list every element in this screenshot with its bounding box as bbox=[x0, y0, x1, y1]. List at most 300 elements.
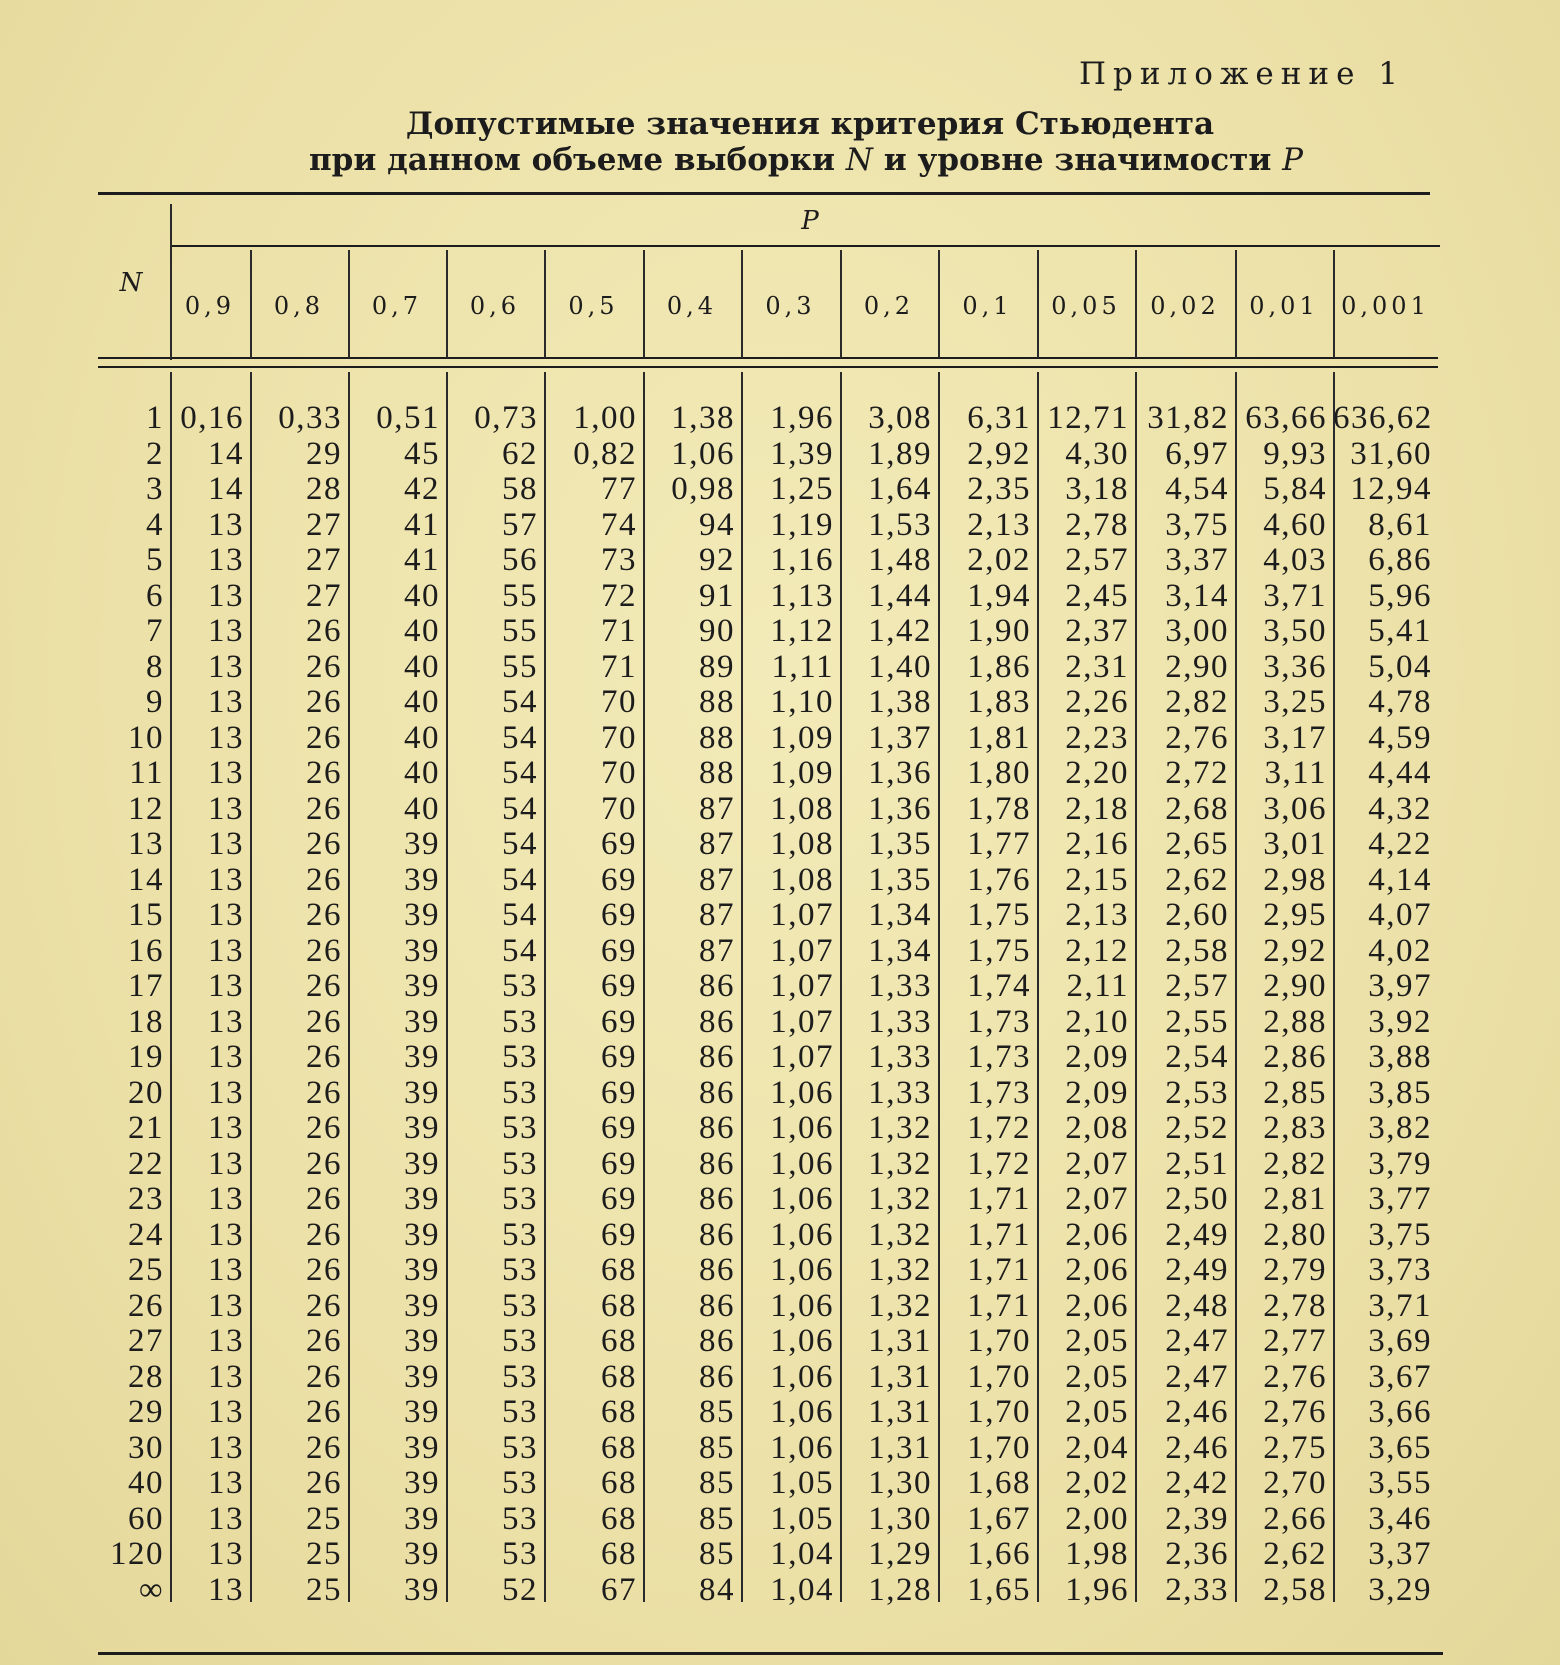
table-cell: 1,11 bbox=[771, 648, 834, 685]
table-cell: 1,19 bbox=[770, 506, 834, 543]
table-cell: 1,73 bbox=[967, 1003, 1031, 1040]
table-cell: 4,14 bbox=[1368, 861, 1432, 898]
table-cell: 1,73 bbox=[967, 1074, 1031, 1111]
table-cell: 1,30 bbox=[868, 1500, 932, 1537]
table-cell: 26 bbox=[306, 1181, 342, 1217]
table-cell: 53 bbox=[502, 1074, 538, 1111]
table-cell: 3,88 bbox=[1368, 1039, 1432, 1075]
table-cell: 1,06 bbox=[770, 1216, 834, 1253]
table-cell: 94 bbox=[699, 506, 735, 543]
table-cell: 2,54 bbox=[1165, 1039, 1229, 1075]
table-cell: 1,48 bbox=[868, 542, 932, 578]
row-n-value: 20 bbox=[128, 1074, 164, 1111]
table-cell: 1,33 bbox=[868, 968, 932, 1004]
table-cell: 1,70 bbox=[967, 1394, 1031, 1430]
table-cell: 1,07 bbox=[770, 1039, 834, 1075]
table-cell: 6,97 bbox=[1165, 435, 1229, 472]
table-cell: 1,38 bbox=[671, 400, 735, 436]
table-cell: 13 bbox=[208, 1145, 244, 1182]
row-n-value: 2 bbox=[146, 435, 164, 472]
table-cell: 2,05 bbox=[1065, 1323, 1129, 1359]
column-header: 0,1 bbox=[962, 292, 1013, 320]
table-cell: 1,32 bbox=[868, 1216, 932, 1253]
table-cell: 92 bbox=[699, 542, 735, 578]
table-cell: 2,04 bbox=[1065, 1429, 1129, 1466]
header-bottom-rule bbox=[98, 357, 1438, 359]
row-n-value: 120 bbox=[110, 1536, 164, 1572]
table-cell: 41 bbox=[404, 542, 440, 578]
table-cell: 26 bbox=[306, 613, 342, 649]
table-cell: 2,13 bbox=[967, 506, 1031, 543]
table-cell: 54 bbox=[502, 897, 538, 933]
table-cell: 86 bbox=[699, 1003, 735, 1040]
table-cell: 3,75 bbox=[1368, 1216, 1432, 1253]
table-cell: 39 bbox=[404, 1429, 440, 1466]
table-cell: 1,33 bbox=[868, 1074, 932, 1111]
table-cell: 13 bbox=[208, 1003, 244, 1040]
table-cell: 2,46 bbox=[1165, 1429, 1229, 1466]
table-cell: 86 bbox=[699, 1039, 735, 1075]
table-cell: 2,48 bbox=[1165, 1287, 1229, 1324]
table-cell: 29 bbox=[306, 435, 342, 472]
table-cell: 69 bbox=[601, 1110, 637, 1146]
table-cell: 40 bbox=[404, 684, 440, 720]
table-cell: 13 bbox=[208, 1500, 244, 1537]
table-cell: 70 bbox=[601, 790, 637, 827]
table-cell: 13 bbox=[208, 684, 244, 720]
table-cell: 27 bbox=[306, 506, 342, 543]
table-cell: 86 bbox=[699, 1145, 735, 1182]
table-cell: 1,36 bbox=[868, 755, 932, 791]
table-cell: 4,03 bbox=[1263, 542, 1327, 578]
table-cell: 13 bbox=[208, 897, 244, 933]
table-cell: 3,37 bbox=[1165, 542, 1229, 578]
table-cell: 26 bbox=[306, 897, 342, 933]
table-cell: 53 bbox=[502, 1536, 538, 1572]
table-cell: 2,06 bbox=[1065, 1287, 1129, 1324]
table-cell: 3,73 bbox=[1368, 1252, 1432, 1288]
row-n-value: 7 bbox=[146, 613, 164, 649]
table-cell: 2,26 bbox=[1065, 684, 1129, 720]
table-cell: 12,71 bbox=[1047, 400, 1129, 436]
table-cell: 1,89 bbox=[868, 435, 932, 472]
table-cell: 13 bbox=[208, 1465, 244, 1501]
row-n-value: ∞ bbox=[138, 1571, 164, 1608]
table-cell: 68 bbox=[601, 1429, 637, 1466]
table-cell: 25 bbox=[306, 1571, 342, 1608]
table-cell: 2,05 bbox=[1065, 1394, 1129, 1430]
table-cell: 5,04 bbox=[1368, 648, 1432, 685]
table-cell: 40 bbox=[404, 577, 440, 614]
table-cell: 73 bbox=[601, 542, 637, 578]
p-group-rule bbox=[170, 245, 1440, 247]
table-cell: 4,59 bbox=[1368, 719, 1432, 756]
table-cell: 13 bbox=[208, 861, 244, 898]
table-cell: 4,02 bbox=[1368, 932, 1432, 969]
column-header: 0,5 bbox=[568, 292, 619, 320]
row-n-value: 18 bbox=[128, 1003, 164, 1040]
table-cell: 39 bbox=[404, 1003, 440, 1040]
table-cell: 27 bbox=[306, 542, 342, 578]
table-cell: 1,78 bbox=[967, 790, 1031, 827]
table-cell: 5,96 bbox=[1368, 577, 1432, 614]
row-n-value: 11 bbox=[129, 755, 164, 791]
table-cell: 68 bbox=[601, 1536, 637, 1572]
table-cell: 13 bbox=[208, 542, 244, 578]
table-cell: 3,65 bbox=[1368, 1429, 1432, 1466]
table-cell: 3,06 bbox=[1263, 790, 1327, 827]
table-cell: 2,57 bbox=[1065, 542, 1129, 578]
table-cell: 26 bbox=[306, 826, 342, 862]
table-cell: 2,92 bbox=[1263, 932, 1327, 969]
table-cell: 39 bbox=[404, 1216, 440, 1253]
table-cell: 1,72 bbox=[967, 1110, 1031, 1146]
table-cell: 26 bbox=[306, 1074, 342, 1111]
table-cell: 68 bbox=[601, 1465, 637, 1501]
table-cell: 2,70 bbox=[1263, 1465, 1327, 1501]
table-cell: 26 bbox=[306, 1110, 342, 1146]
table-cell: 69 bbox=[601, 968, 637, 1004]
table-cell: 70 bbox=[601, 755, 637, 791]
table-cell: 2,82 bbox=[1263, 1145, 1327, 1182]
table-cell: 1,32 bbox=[868, 1145, 932, 1182]
table-cell: 2,68 bbox=[1165, 790, 1229, 827]
table-cell: 1,13 bbox=[770, 577, 834, 614]
table-cell: 3,14 bbox=[1165, 577, 1229, 614]
table-cell: 3,92 bbox=[1368, 1003, 1432, 1040]
table-cell: 1,28 bbox=[868, 1571, 932, 1608]
table-cell: 2,76 bbox=[1263, 1394, 1327, 1430]
table-cell: 2,16 bbox=[1065, 826, 1129, 862]
table-cell: 71 bbox=[601, 648, 637, 685]
table-cell: 1,71 bbox=[967, 1216, 1031, 1253]
table-cell: 53 bbox=[502, 1500, 538, 1537]
table-cell: 2,98 bbox=[1263, 861, 1327, 898]
table-cell: 4,32 bbox=[1368, 790, 1432, 827]
table-cell: 1,06 bbox=[770, 1323, 834, 1359]
table-cell: 39 bbox=[404, 1500, 440, 1537]
table-cell: 9,93 bbox=[1263, 435, 1327, 472]
table-cell: 1,72 bbox=[967, 1145, 1031, 1182]
table-cell: 69 bbox=[601, 826, 637, 862]
table-cell: 45 bbox=[404, 435, 440, 472]
table-cell: 69 bbox=[601, 1145, 637, 1182]
table-cell: 1,06 bbox=[770, 1110, 834, 1146]
table-cell: 88 bbox=[699, 684, 735, 720]
table-cell: 68 bbox=[601, 1358, 637, 1395]
table-cell: 1,12 bbox=[770, 613, 834, 649]
row-n-value: 8 bbox=[146, 648, 164, 685]
row-n-value: 9 bbox=[146, 684, 164, 720]
table-cell: 63,66 bbox=[1245, 400, 1327, 436]
table-cell: 2,35 bbox=[967, 471, 1031, 507]
row-n-value: 14 bbox=[128, 861, 164, 898]
table-cell: 71 bbox=[601, 613, 637, 649]
table-cell: 0,73 bbox=[474, 400, 538, 436]
title-mid: и уровне значимости bbox=[883, 142, 1272, 178]
table-cell: 1,83 bbox=[967, 684, 1031, 720]
table-cell: 3,17 bbox=[1263, 719, 1327, 756]
table-cell: 85 bbox=[699, 1500, 735, 1537]
table-cell: 13 bbox=[208, 1110, 244, 1146]
table-cell: 4,22 bbox=[1368, 826, 1432, 862]
table-cell: 3,69 bbox=[1368, 1323, 1432, 1359]
table-cell: 1,74 bbox=[967, 968, 1031, 1004]
table-cell: 1,77 bbox=[967, 826, 1031, 862]
table-cell: 13 bbox=[208, 1394, 244, 1430]
table-cell: 26 bbox=[306, 755, 342, 791]
table-cell: 13 bbox=[208, 1216, 244, 1253]
table-cell: 2,80 bbox=[1263, 1216, 1327, 1253]
table-cell: 2,90 bbox=[1165, 648, 1229, 685]
table-cell: 87 bbox=[699, 861, 735, 898]
table-cell: 87 bbox=[699, 932, 735, 969]
table-cell: 2,08 bbox=[1065, 1110, 1129, 1146]
table-cell: 13 bbox=[208, 577, 244, 614]
table-cell: 26 bbox=[306, 1429, 342, 1466]
table-cell: 91 bbox=[699, 577, 735, 614]
table-cell: 27 bbox=[306, 577, 342, 614]
table-cell: 1,39 bbox=[770, 435, 834, 472]
table-cell: 2,58 bbox=[1165, 932, 1229, 969]
table-cell: 3,11 bbox=[1264, 755, 1327, 791]
row-n-value: 15 bbox=[128, 897, 164, 933]
table-cell: 1,34 bbox=[868, 897, 932, 933]
table-cell: 13 bbox=[208, 1252, 244, 1288]
table-cell: 1,07 bbox=[770, 932, 834, 969]
table-cell: 2,86 bbox=[1263, 1039, 1327, 1075]
table-cell: 13 bbox=[208, 1323, 244, 1359]
table-cell: 3,82 bbox=[1368, 1110, 1432, 1146]
table-cell: 69 bbox=[601, 1039, 637, 1075]
column-header: 0,9 bbox=[184, 292, 236, 320]
table-cell: 2,58 bbox=[1263, 1571, 1327, 1608]
table-cell: 13 bbox=[208, 968, 244, 1004]
table-cell: 31,60 bbox=[1350, 435, 1432, 472]
table-cell: 13 bbox=[208, 648, 244, 685]
row-n-value: 5 bbox=[146, 542, 164, 578]
table-cell: 13 bbox=[208, 1074, 244, 1111]
table-cell: 1,07 bbox=[770, 897, 834, 933]
table-cell: 26 bbox=[306, 648, 342, 685]
table-cell: 3,37 bbox=[1368, 1536, 1432, 1572]
column-header: 0,05 bbox=[1051, 292, 1121, 320]
table-cell: 2,77 bbox=[1263, 1323, 1327, 1359]
table-cell: 53 bbox=[502, 1465, 538, 1501]
table-cell: 1,66 bbox=[967, 1536, 1031, 1572]
table-cell: 636,62 bbox=[1333, 400, 1433, 436]
appendix-label: Приложение 1 bbox=[1078, 56, 1405, 92]
table-cell: 39 bbox=[404, 1110, 440, 1146]
table-cell: 53 bbox=[502, 1358, 538, 1395]
table-cell: 88 bbox=[699, 719, 735, 756]
table-cell: 2,47 bbox=[1165, 1358, 1229, 1395]
table-cell: 2,49 bbox=[1165, 1252, 1229, 1288]
table-cell: 86 bbox=[699, 1323, 735, 1359]
table-cell: 54 bbox=[502, 790, 538, 827]
table-cell: 85 bbox=[699, 1429, 735, 1466]
table-cell: 86 bbox=[699, 968, 735, 1004]
row-n-value: 24 bbox=[128, 1216, 164, 1253]
table-cell: 1,06 bbox=[770, 1181, 834, 1217]
table-cell: 53 bbox=[502, 1039, 538, 1075]
table-cell: 1,31 bbox=[868, 1429, 932, 1466]
table-cell: 2,33 bbox=[1165, 1571, 1229, 1608]
table-cell: 1,06 bbox=[671, 435, 735, 472]
row-n-value: 27 bbox=[128, 1323, 164, 1359]
table-cell: 39 bbox=[404, 1252, 440, 1288]
title-prefix: при данном объеме выборки bbox=[308, 142, 835, 178]
table-cell: 2,20 bbox=[1065, 755, 1129, 791]
table-cell: 2,37 bbox=[1065, 613, 1129, 649]
table-cell: 26 bbox=[306, 1003, 342, 1040]
table-cell: 2,36 bbox=[1165, 1536, 1229, 1572]
table-cell: 1,34 bbox=[868, 932, 932, 969]
table-cell: 53 bbox=[502, 1216, 538, 1253]
row-n-value: 28 bbox=[128, 1358, 164, 1395]
column-header: 0,3 bbox=[765, 292, 816, 320]
table-cell: 2,13 bbox=[1065, 897, 1129, 933]
table-cell: 2,06 bbox=[1065, 1252, 1129, 1288]
table-cell: 1,32 bbox=[868, 1287, 932, 1324]
row-n-value: 16 bbox=[128, 932, 164, 969]
table-cell: 1,33 bbox=[868, 1003, 932, 1040]
table-cell: 26 bbox=[306, 1287, 342, 1324]
table-cell: 2,15 bbox=[1065, 861, 1129, 898]
table-cell: 87 bbox=[699, 897, 735, 933]
table-cell: 1,42 bbox=[868, 613, 932, 649]
table-cell: 13 bbox=[208, 1039, 244, 1075]
column-header: 0,6 bbox=[469, 292, 521, 320]
table-cell: 39 bbox=[404, 861, 440, 898]
table-cell: 25 bbox=[306, 1500, 342, 1537]
table-cell: 13 bbox=[208, 755, 244, 791]
table-cell: 2,53 bbox=[1165, 1074, 1229, 1111]
row-n-value: 60 bbox=[128, 1500, 164, 1537]
table-cell: 1,80 bbox=[967, 755, 1031, 791]
table-cell: 1,31 bbox=[868, 1394, 932, 1430]
row-n-value: 17 bbox=[128, 968, 164, 1004]
table-cell: 0,33 bbox=[278, 400, 342, 436]
table-cell: 26 bbox=[306, 932, 342, 969]
table-cell: 69 bbox=[601, 897, 637, 933]
table-cell: 2,45 bbox=[1065, 577, 1129, 614]
table-cell: 3,85 bbox=[1368, 1074, 1432, 1111]
table-cell: 1,06 bbox=[770, 1429, 834, 1466]
table-cell: 2,65 bbox=[1165, 826, 1229, 862]
table-cell: 1,71 bbox=[967, 1181, 1031, 1217]
table-cell: 87 bbox=[699, 826, 735, 862]
table-cell: 0,82 bbox=[573, 435, 637, 472]
table-cell: 69 bbox=[601, 1074, 637, 1111]
table-cell: 12,94 bbox=[1350, 471, 1432, 507]
table-cell: 87 bbox=[699, 790, 735, 827]
table-cell: 3,46 bbox=[1368, 1500, 1432, 1537]
table-cell: 40 bbox=[404, 719, 440, 756]
table-cell: 1,29 bbox=[868, 1536, 932, 1572]
table-cell: 39 bbox=[404, 932, 440, 969]
table-cell: 1,08 bbox=[770, 790, 834, 827]
table-cell: 3,97 bbox=[1368, 968, 1432, 1004]
table-cell: 14 bbox=[208, 471, 244, 507]
table-cell: 2,18 bbox=[1065, 790, 1129, 827]
table-cell: 1,06 bbox=[770, 1358, 834, 1395]
header-bottom-rule-2 bbox=[98, 366, 1438, 368]
table-cell: 39 bbox=[404, 1465, 440, 1501]
table-cell: 39 bbox=[404, 826, 440, 862]
table-cell: 13 bbox=[208, 1429, 244, 1466]
table-cell: 13 bbox=[208, 1287, 244, 1324]
table-cell: 2,60 bbox=[1165, 897, 1229, 933]
table-cell: 70 bbox=[601, 684, 637, 720]
table-cell: 1,96 bbox=[1065, 1571, 1129, 1608]
table-cell: 1,32 bbox=[868, 1181, 932, 1217]
table-cell: 53 bbox=[502, 1429, 538, 1466]
table-cell: 39 bbox=[404, 1571, 440, 1608]
table-cell: 53 bbox=[502, 1394, 538, 1430]
table-cell: 26 bbox=[306, 1039, 342, 1075]
table-cell: 39 bbox=[404, 968, 440, 1004]
table-cell: 1,53 bbox=[868, 506, 932, 543]
table-title-line-1: Допустимые значения критерия Стьюдента bbox=[405, 106, 1215, 142]
table-cell: 3,50 bbox=[1263, 613, 1327, 649]
table-cell: 26 bbox=[306, 1394, 342, 1430]
table-cell: 74 bbox=[601, 506, 637, 543]
table-cell: 1,76 bbox=[967, 861, 1031, 898]
table-cell: 39 bbox=[404, 1145, 440, 1182]
table-cell: 13 bbox=[208, 1358, 244, 1395]
table-cell: 1,35 bbox=[868, 826, 932, 862]
table-cell: 5,84 bbox=[1263, 471, 1327, 507]
table-cell: 1,08 bbox=[770, 826, 834, 862]
table-cell: 2,31 bbox=[1065, 648, 1129, 685]
table-cell: 1,25 bbox=[770, 471, 834, 507]
table-cell: 86 bbox=[699, 1110, 735, 1146]
table-cell: 2,02 bbox=[967, 542, 1031, 578]
table-cell: 2,05 bbox=[1065, 1358, 1129, 1395]
table-cell: 1,70 bbox=[967, 1358, 1031, 1395]
table-cell: 2,92 bbox=[967, 435, 1031, 472]
table-cell: 2,81 bbox=[1263, 1181, 1327, 1217]
table-cell: 3,55 bbox=[1368, 1465, 1432, 1501]
table-cell: 0,51 bbox=[376, 400, 440, 436]
table-cell: 4,30 bbox=[1065, 435, 1129, 472]
column-header: 0,01 bbox=[1249, 292, 1319, 320]
table-cell: 26 bbox=[306, 684, 342, 720]
table-cell: 1,65 bbox=[967, 1571, 1031, 1608]
table-cell: 70 bbox=[601, 719, 637, 756]
table-cell: 85 bbox=[699, 1465, 735, 1501]
table-cell: 2,02 bbox=[1065, 1465, 1129, 1501]
table-cell: 55 bbox=[502, 613, 538, 649]
table-cell: 3,36 bbox=[1263, 648, 1327, 685]
table-cell: 1,33 bbox=[868, 1039, 932, 1075]
table-cell: 69 bbox=[601, 1181, 637, 1217]
table-cell: 2,62 bbox=[1263, 1536, 1327, 1572]
table-cell: 1,07 bbox=[770, 1003, 834, 1040]
table-cell: 3,77 bbox=[1368, 1181, 1432, 1217]
table-cell: 2,90 bbox=[1263, 968, 1327, 1004]
table-cell: 3,25 bbox=[1263, 684, 1327, 720]
table-cell: 3,67 bbox=[1368, 1358, 1432, 1395]
table-cell: 0,16 bbox=[180, 400, 244, 436]
table-cell: 55 bbox=[502, 648, 538, 685]
table-cell: 86 bbox=[699, 1287, 735, 1324]
table-cell: 6,86 bbox=[1368, 542, 1432, 578]
table-cell: 85 bbox=[699, 1394, 735, 1430]
table-cell: 39 bbox=[404, 1323, 440, 1359]
table-cell: 13 bbox=[208, 719, 244, 756]
